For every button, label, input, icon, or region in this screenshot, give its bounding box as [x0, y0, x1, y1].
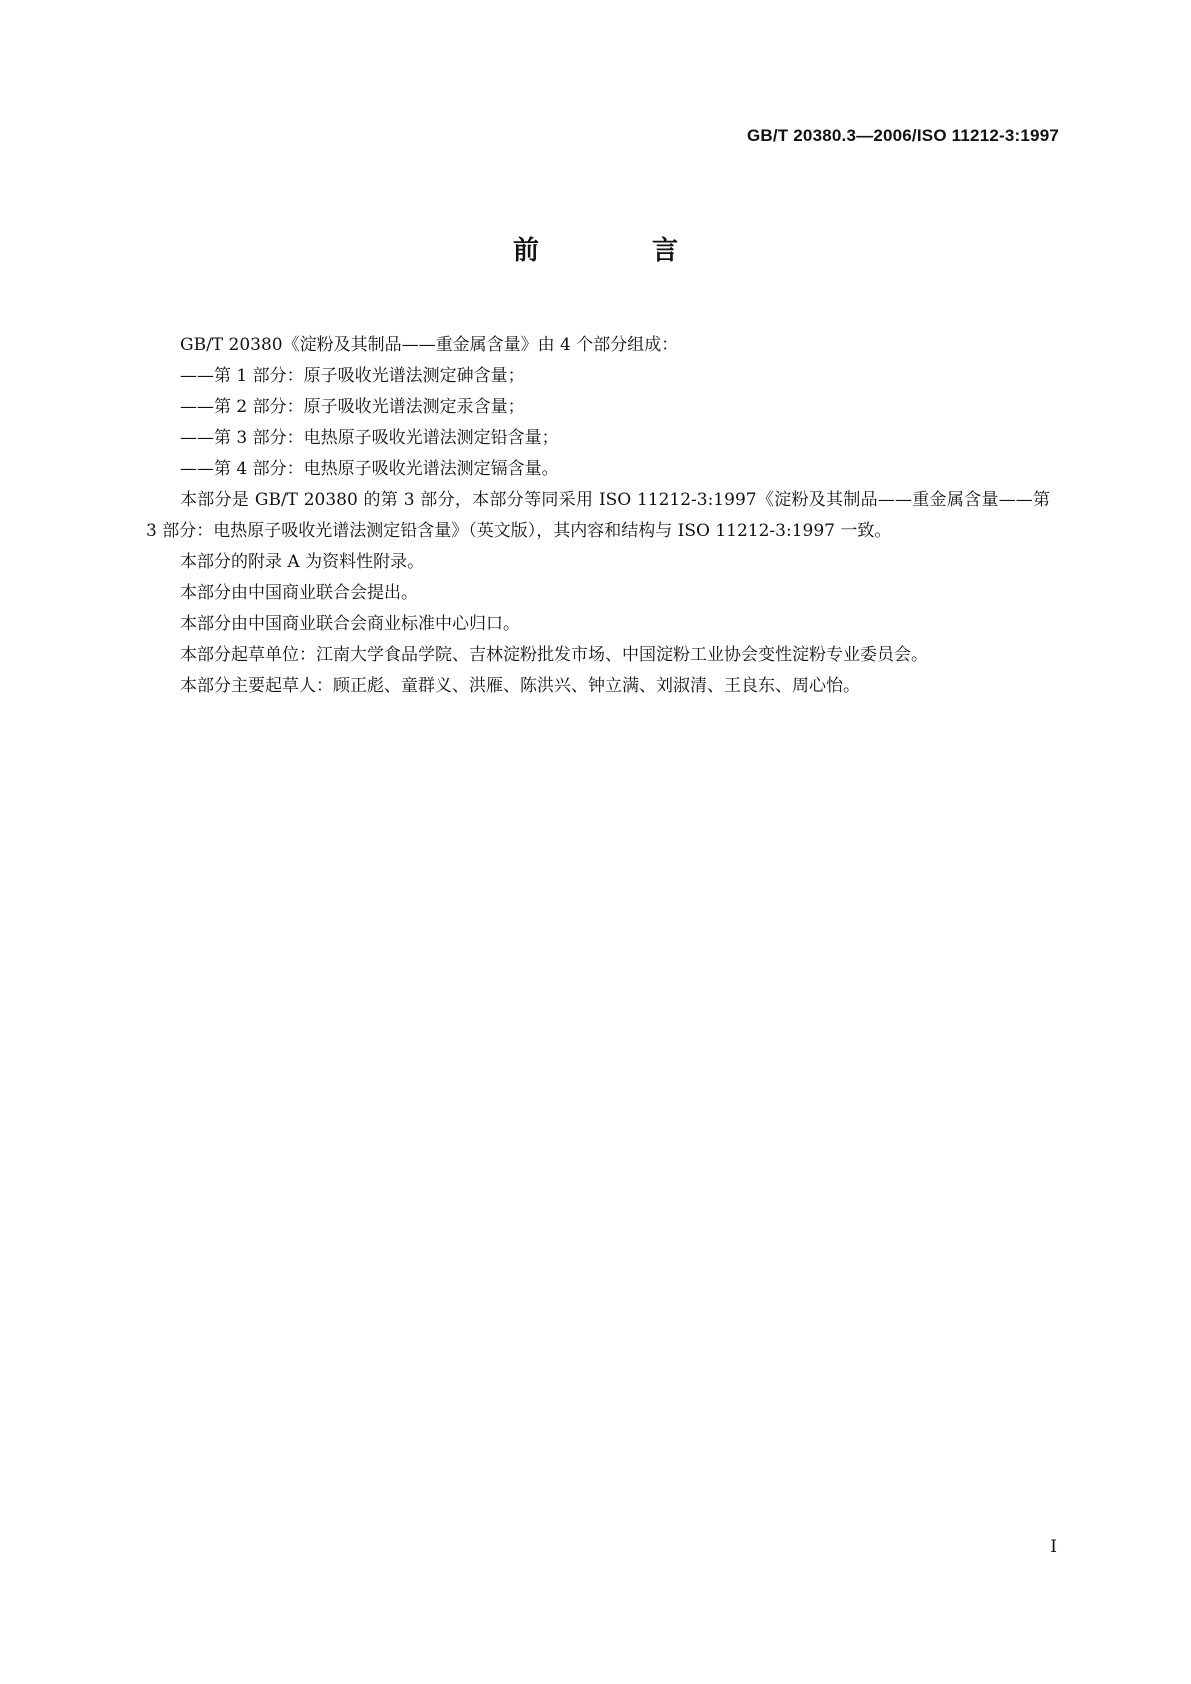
drafters-paragraph: 本部分主要起草人：顾正彪、童群义、洪雁、陈洪兴、钟立满、刘淑清、王良东、周心怡。: [180, 676, 860, 696]
list-item-part-1: ——第 1 部分：原子吸收光谱法测定砷含量；: [180, 366, 525, 386]
page-title: 前 言: [512, 236, 731, 266]
list-item-part-3: ——第 3 部分：电热原子吸收光谱法测定铅含量；: [180, 428, 559, 448]
standard-code: GB/T 20380.3—2006/ISO 11212-3:1997: [746, 126, 1059, 145]
centralized-paragraph: 本部分由中国商业联合会商业标准中心归口。: [180, 614, 520, 634]
proposer-paragraph: 本部分由中国商业联合会提出。: [180, 583, 418, 603]
list-item-part-2: ——第 2 部分：原子吸收光谱法测定汞含量；: [180, 397, 525, 417]
page-number: I: [1050, 1537, 1057, 1557]
drafting-units-paragraph: 本部分起草单位：江南大学食品学院、吉林淀粉批发市场、中国淀粉工业协会变性淀粉专业委员会。: [180, 645, 928, 665]
intro-paragraph: GB/T 20380《淀粉及其制品——重金属含量》由 4 个部分组成：: [180, 335, 679, 355]
annex-paragraph: 本部分的附录 A 为资料性附录。: [180, 552, 425, 572]
foreword-body: [146, 330, 1050, 702]
list-item-part-4: ——第 4 部分：电热原子吸收光谱法测定镉含量。: [180, 459, 559, 479]
adoption-paragraph: 本部分是 GB/T 20380 的第 3 部分，本部分等同采用 ISO 11212-3:1997《淀粉及其制品——重金属含量——第 3 部分：电热原子吸收光谱法测定铅含量》（英文版），其内容和结构与 ISO 11212-3:1997 一致。: [146, 490, 1050, 541]
